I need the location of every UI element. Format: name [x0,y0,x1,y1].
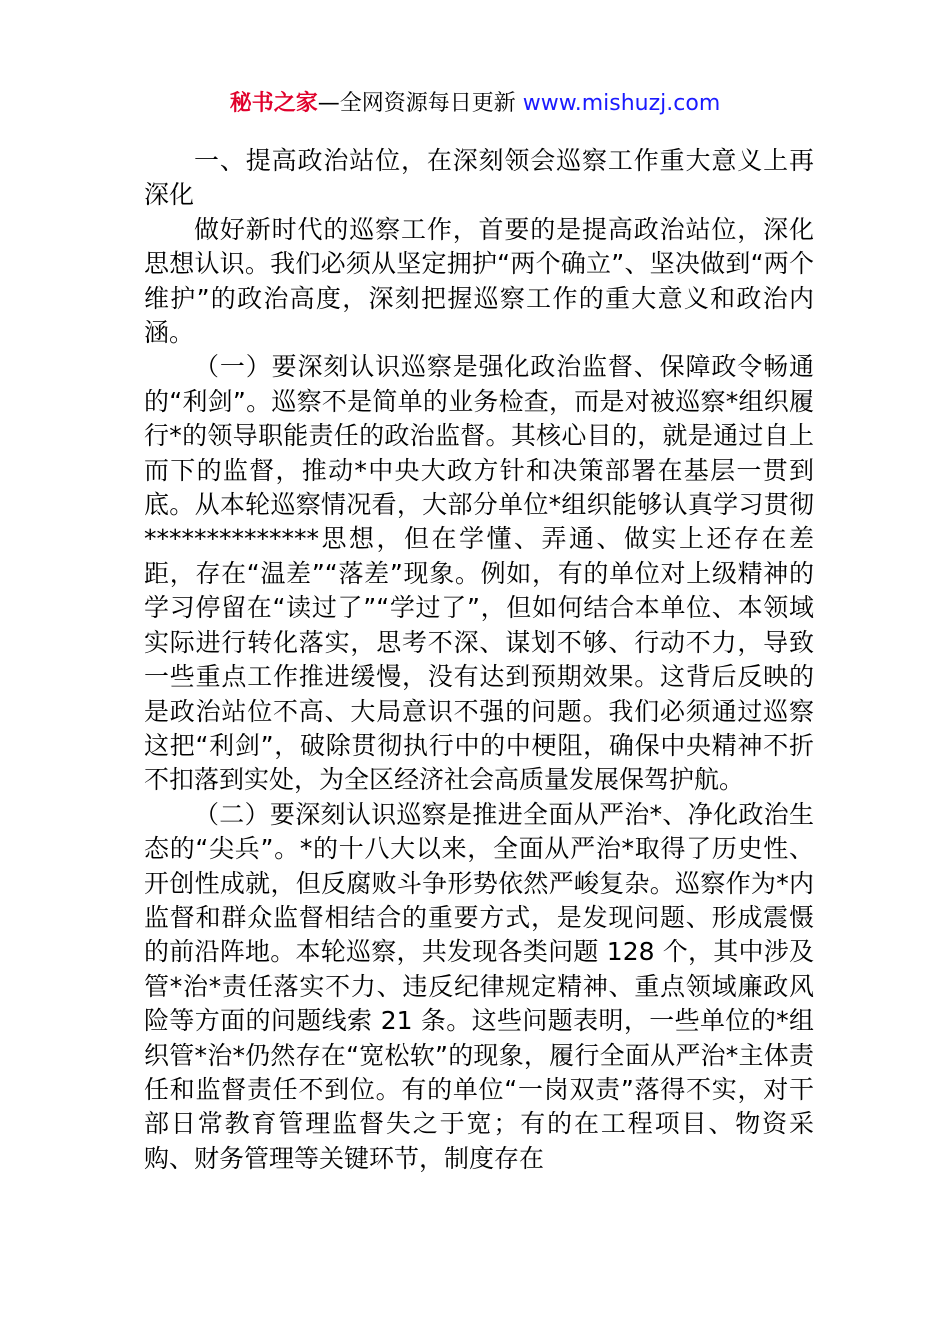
header-brand: 秘书之家 [229,91,318,116]
document-body [144,144,814,1176]
header-slogan: —全网资源每日更新 [317,91,523,116]
page-header [0,88,950,120]
body-paragraph: 做好新时代的巡察工作，首要的是提高政治站位，深化思想认识。我们必须从坚定拥护“两个确立”、坚决做到“两个维护”的政治高度，深刻把握巡察工作的重大意义和政治内涵。 [144,214,814,348]
header-url-link[interactable]: www.mishuzj.com [522,91,721,116]
body-paragraph: （二）要深刻认识巡察是推进全面从严治*、净化政治生态的“尖兵”。*的十八大以来，全面从严治*取得了历史性、开创性成就，但反腐败斗争形势依然严峻复杂。巡察作为*内监督和群众监督相结合的重要方式，是发现问题、形成震慑的前沿阵地。本轮巡察，共发现各类问题 128 个，其中涉及管*治*责任落实不力、违反纪律规定精神、重点领域廉政风险等方面的问题线索 21 条。这些问题表明，一些单位的*组织管*治*仍然存在“宽松软”的现象，履行全面从严治*主体责任和监督责任不到位。有的单位“一岗双责”落得不实，对干部日常教育管理监督失之于宽；有的在工程项目、物资采购、财务管理等关键环节，制度存在 [144,799,814,1173]
section-heading: 一、提高政治站位，在深刻领会巡察工作重大意义上再深化 [144,146,814,210]
body-paragraph: （一）要深刻认识巡察是强化政治监督、保障政令畅通的“利剑”。巡察不是简单的业务检查，而是对被巡察*组织履行*的领导职能责任的政治监督。其核心目的，就是通过自上而下的监督，推动*中央大政方针和决策部署在基层一贯到底。从本轮巡察情况看，大部分单位*组织能够认真学习贯彻**************思想，但在学懂、弄通、做实上还存在差距，存在“温差”“落差”现象。例如，有的单位对上级精神的学习停留在“读过了”“学过了”，但如何结合本单位、本领域实际进行转化落实，思考不深、谋划不够、行动不力，导致一些重点工作推进缓慢，没有达到预期效果。这背后反映的是政治站位不高、大局意识不强的问题。我们必须通过巡察这把“利剑”，破除贯彻执行中的中梗阻，确保中央精神不折不扣落到实处，为全区经济社会高质量发展保驾护航。 [144,352,814,795]
